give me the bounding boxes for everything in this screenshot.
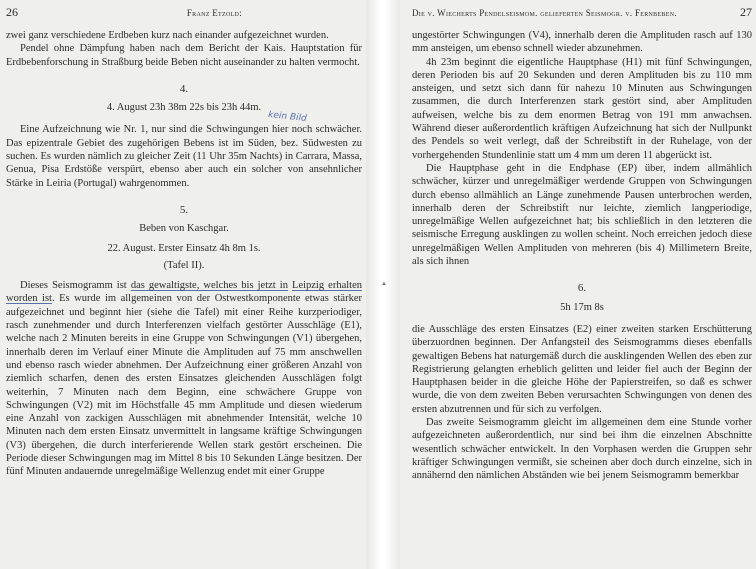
section-6-paragraph-1: die Ausschläge des ersten Einsatzes (E2) einer zweiten starken Erschütterung überzuordnen beginnen. Der Anfangsteil des Seismogramms dieses ebenfalls gewaltigen Bebens hat naturgemäß durch die ausklingenden Wellen des eben zur Registrierung gelangten erheblich gelitten und leider fiel auch der Beginn der Hauptphasen beider in die gleiche Höhe der Papierstreifen, so daß es schwer wurde, die von dem zweiten Beben verursachten Schwingungen von denen des ersten abzutrennen und für sich zu verfolgen. xyxy=(412,323,752,415)
left-page-header xyxy=(6,6,362,20)
underlined-phrase-1: das gewaltigste, welches bis jetzt in xyxy=(130,280,288,292)
left-running-head: Franz Etzold: xyxy=(186,8,242,18)
section-5-body xyxy=(6,279,362,478)
section-6-subtitle: 5h 17m 8s xyxy=(560,301,604,313)
section-6-paragraph-2: Das zweite Seismogramm gleicht im allgemeinen dem eine Stunde vorher aufgezeichneten außerordentlich, nur sind bei ihm die einzelnen Abschnitte wesentlich schwächer entwickelt. In den Vorphasen werden die Gruppen sehr kräftiger Schwingungen vermißt, sie scheinen aber doch durch einzelne, sich in annähernd den nämlichen Abständen wie bei jenem Seismogramm bemerkbar xyxy=(412,417,752,482)
section-5-body-start: Dieses Seismogramm ist xyxy=(20,280,131,292)
right-running-head: Die v. Wiecherts Pendelseismom. gelieferten Seismogr. v. Fernbeben. xyxy=(412,8,677,18)
section-4-number: 4. xyxy=(179,82,189,95)
section-5-number: 5. xyxy=(179,203,189,216)
section-4-body: Eine Aufzeichnung wie Nr. 1, nur sind die Schwingungen hier noch schwächer. Das epizentrale Gebiet des zugehörigen Bebens ist im Süden, bez. Südwesten zu suchen. Es wurden nämlich zu gleicher Zeit (11 Uhr 35m Nachts) in Carrara, Massa, Genua, Pisa Erdstöße verspürt, ebenso aber auch ein solcher von ansehnlicher Stärke in Leiria (Portugal) wahrgenommen. xyxy=(6,124,362,189)
section-4-subtitle: 4. August 23h 38m 22s bis 23h 44m. xyxy=(106,102,262,114)
hauptphase-paragraph: 4h 23m beginnt die eigentliche Hauptphase (H1) mit fünf Schwingungen, deren Perioden bis auf 20 Sekunden und deren Amplituden bis zu 110 mm ansteigen, und setzt sich dann für nahezu 10 Minuten aus Schwingungen zusammen, die durch Interferenzen stark gestört sind, aber Amplituden aufweisen, welche bis zu dem enormen Betrag von 191 mm anwachsen. Während dieser außerordentlich kräftigen Aufzeichnung hat sich der Nullpunkt des Pendels so weit verlegt, daß der Schreibstift in der Ruhelage, von der vorhergehenden Stundenlinie statt um 4 mm um deren 11 abgerückt ist. xyxy=(412,56,752,161)
section-5-title: Beben von Kaschgar. xyxy=(139,223,229,235)
right-page-number: 27 xyxy=(740,5,752,19)
section-5-body-rest: . Es wurde im allgemeinen von der Ostwestkomponente etwas stärker aufgezeichnet und beginnt hier (siehe die Tafel) mit einer Reihe kurzperiodiger, rasch zunehmender und durch Interferenzen vielfach gestörter Ausschläge (E1), welche nach 2 Minuten bereits in eine Gruppe von Schwingungen (V1) übergehen, innerhalb deren im Verlauf einer Minute die Amplituden auf 75 mm anschwellen und ebenso rasch wieder abnehmen. Der Aufzeichnung einer größeren Anzahl von ziemlich scharfen, denen des ersten Einsatzes gleichenden Ausschlägen folgt weiterhin, 7 Minuten nach dem Beginn, eine schwächere Gruppe von Schwingungen (V2) mit im Höchstfalle 45 mm Amplitude und diesen wiederum eine Anzahl von zackigen Ausschlägen mit abnehmender Intensität, welche 10 Minuten nach dem ersten Einsatz unvermittelt in langsame kräftige Schwingungen (V3) übergehen, die durch interferierende Wellen stark gestört erscheinen. Die Periode dieser Schwingungen mag im Mittel 8 bis 10 Sekunden Länge besitzen. Der fünf Minuten andauernde unregelmäßige Wellenzug endet mit einer Gruppe xyxy=(6,293,362,478)
book-gutter xyxy=(366,0,400,569)
section-6-number: 6. xyxy=(577,282,587,295)
left-intro-paragraph: zwei ganz verschiedene Erdbeben kurz nach einander aufgezeichnet wurden. xyxy=(6,30,329,41)
endphase-paragraph: Die Hauptphase geht in die Endphase (EP) über, indem allmählich schwächer, kürzer und unregelmäßiger werdende Gruppen von Schwingungen durch ebenso allmählich an Länge zunehmende Pausen unterbrochen werden, innerhalb deren der Schreibstift nur leichte, ziemlich langperiodige, unregelmäßige Wellen aufgezeichnet hat; bis schließlich in den letzteren die seismische Erregung ausklingen zu wollen scheint. Noch erreichen jedoch diese unregelmäßigen Wellen Amplituden von mehreren (bis 4) Millimetern Breite, als sich ihnen xyxy=(412,162,752,268)
section-5-subtitle: 22. August. Erster Einsatz 4h 8m 1s. xyxy=(107,242,261,254)
underlined-phrase-2: Leipzig erhalten worden ist xyxy=(6,280,362,305)
left-pendel-paragraph: Pendel ohne Dämpfung haben nach dem Bericht der Kais. Hauptstation für Erdbebenforschung in Straßburg beide Beben nicht auseinander zu halten vermocht. xyxy=(6,43,362,68)
left-page xyxy=(0,0,366,569)
handwritten-note: kein Bild xyxy=(267,110,308,124)
left-page-number: 26 xyxy=(6,5,18,19)
section-5-plate-ref: (Tafel II). xyxy=(163,259,205,271)
right-page xyxy=(400,0,756,569)
gutter-mark-glyph: ▲ xyxy=(381,281,387,287)
right-page-header xyxy=(412,6,752,20)
right-continuation-paragraph: ungestörter Schwingungen (V4), innerhalb deren die Amplituden rasch auf 130 mm ansteigen, um ebenso schnell wieder abzunehmen. xyxy=(412,30,752,55)
